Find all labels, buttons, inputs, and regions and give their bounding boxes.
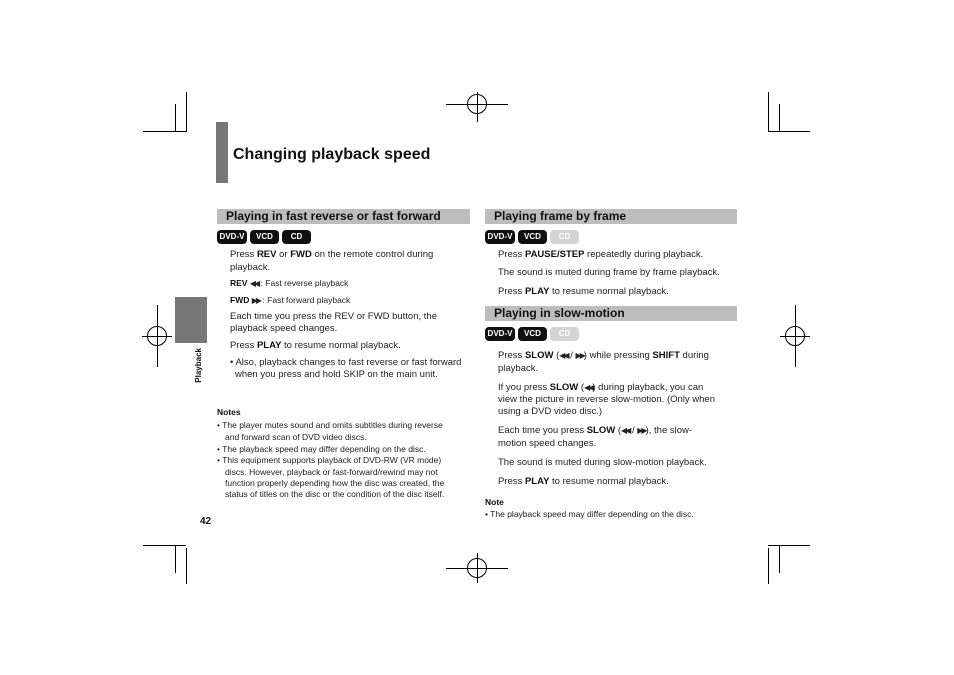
reverse-slow-text-line3: using a DVD video disc.) (498, 406, 603, 417)
resume-play-text-slow: Press PLAY to resume normal playback. (498, 476, 669, 487)
frame-muted-text: The sound is muted during frame by frame playback. (498, 267, 720, 278)
disc-badges-slow (485, 327, 579, 341)
title-accent-bar (216, 122, 228, 183)
note-item: and forward scan of DVD video discs. (225, 432, 367, 442)
fwd-description: FWD ▶▶ : Fast forward playback (230, 295, 351, 305)
slow-shift-text-line2: playback. (498, 363, 539, 374)
resume-play-text-frame: Press PLAY to resume normal playback. (498, 286, 669, 297)
note-item: • The playback speed may differ depending on the disc. (485, 509, 694, 519)
disc-badges-left (217, 230, 311, 244)
speed-change-text-line2: playback speed changes. (230, 323, 338, 334)
badge-cd-inactive: CD (550, 327, 579, 341)
badge-vcd: VCD (250, 230, 279, 244)
reverse-slow-text-line2: view the picture in reverse slow-motion. (Only when (498, 394, 716, 405)
rewind-icon: ◀◀ (621, 426, 630, 435)
page-title: Changing playback speed (233, 146, 431, 163)
fast-forward-icon: ▶▶ (251, 296, 261, 305)
resume-play-text-left: Press PLAY to resume normal playback. (230, 340, 401, 351)
note-item: • This equipment supports playback of DVD-RW (VR mode) (217, 455, 442, 465)
section-heading-fast-reverse-forward: Playing in fast reverse or fast forward (217, 209, 470, 224)
rewind-icon: ◀◀ (584, 383, 593, 392)
badge-dvd-v: DVD-V (485, 327, 515, 341)
disc-badges-frame (485, 230, 579, 244)
fast-forward-icon: ▶▶ (575, 351, 584, 360)
slow-speed-change-text: Each time you press SLOW (◀◀ / ▶▶), the slow- (498, 425, 693, 436)
rewind-icon: ◀◀ (249, 279, 259, 288)
note-heading: Note (485, 497, 504, 507)
badge-vcd: VCD (518, 327, 547, 341)
slow-speed-change-text-line2: motion speed changes. (498, 438, 597, 449)
rewind-icon: ◀◀ (559, 351, 568, 360)
section-heading-frame-by-frame: Playing frame by frame (485, 209, 737, 224)
slow-shift-text: Press SLOW (◀◀ / ▶▶) while pressing SHIFT during (498, 350, 709, 361)
side-tab-label: Playback (194, 348, 203, 383)
reverse-slow-text: If you press SLOW (◀◀) during playback, you can (498, 382, 704, 393)
skip-note: • Also, playback changes to fast reverse or fast forward (230, 357, 462, 368)
fast-forward-icon: ▶▶ (637, 426, 646, 435)
pause-step-text: Press PAUSE/STEP repeatedly during playback. (498, 249, 704, 260)
badge-cd: CD (282, 230, 311, 244)
badge-dvd-v: DVD-V (485, 230, 515, 244)
section-side-tab (175, 297, 207, 343)
section-heading-slow-motion: Playing in slow-motion (485, 306, 737, 321)
skip-note-line2: when you press and hold SKIP on the main unit. (235, 369, 438, 380)
note-item: • The player mutes sound and omits subtitles during reverse (217, 420, 443, 430)
note-item: • The playback speed may differ depending on the disc. (217, 444, 426, 454)
page-number: 42 (200, 516, 212, 527)
slow-muted-text: The sound is muted during slow-motion playback. (498, 457, 707, 468)
badge-dvd-v: DVD-V (217, 230, 247, 244)
notes-heading: Notes (217, 407, 241, 417)
note-item: discs. However, playback or fast-forward/rewind may not (225, 467, 438, 477)
rev-description: REV ◀◀ : Fast reverse playback (230, 278, 349, 288)
note-item: status of titles on the disc or the condition of the disc itself. (225, 489, 445, 499)
instruction-rev-fwd: Press REV or FWD on the remote control during (230, 249, 434, 260)
speed-change-text: Each time you press the REV or FWD button, the (230, 311, 437, 322)
badge-cd-inactive: CD (550, 230, 579, 244)
instruction-rev-fwd-line2: playback. (230, 262, 271, 273)
badge-vcd: VCD (518, 230, 547, 244)
note-item: function properly depending how the disc was created, the (225, 478, 445, 488)
